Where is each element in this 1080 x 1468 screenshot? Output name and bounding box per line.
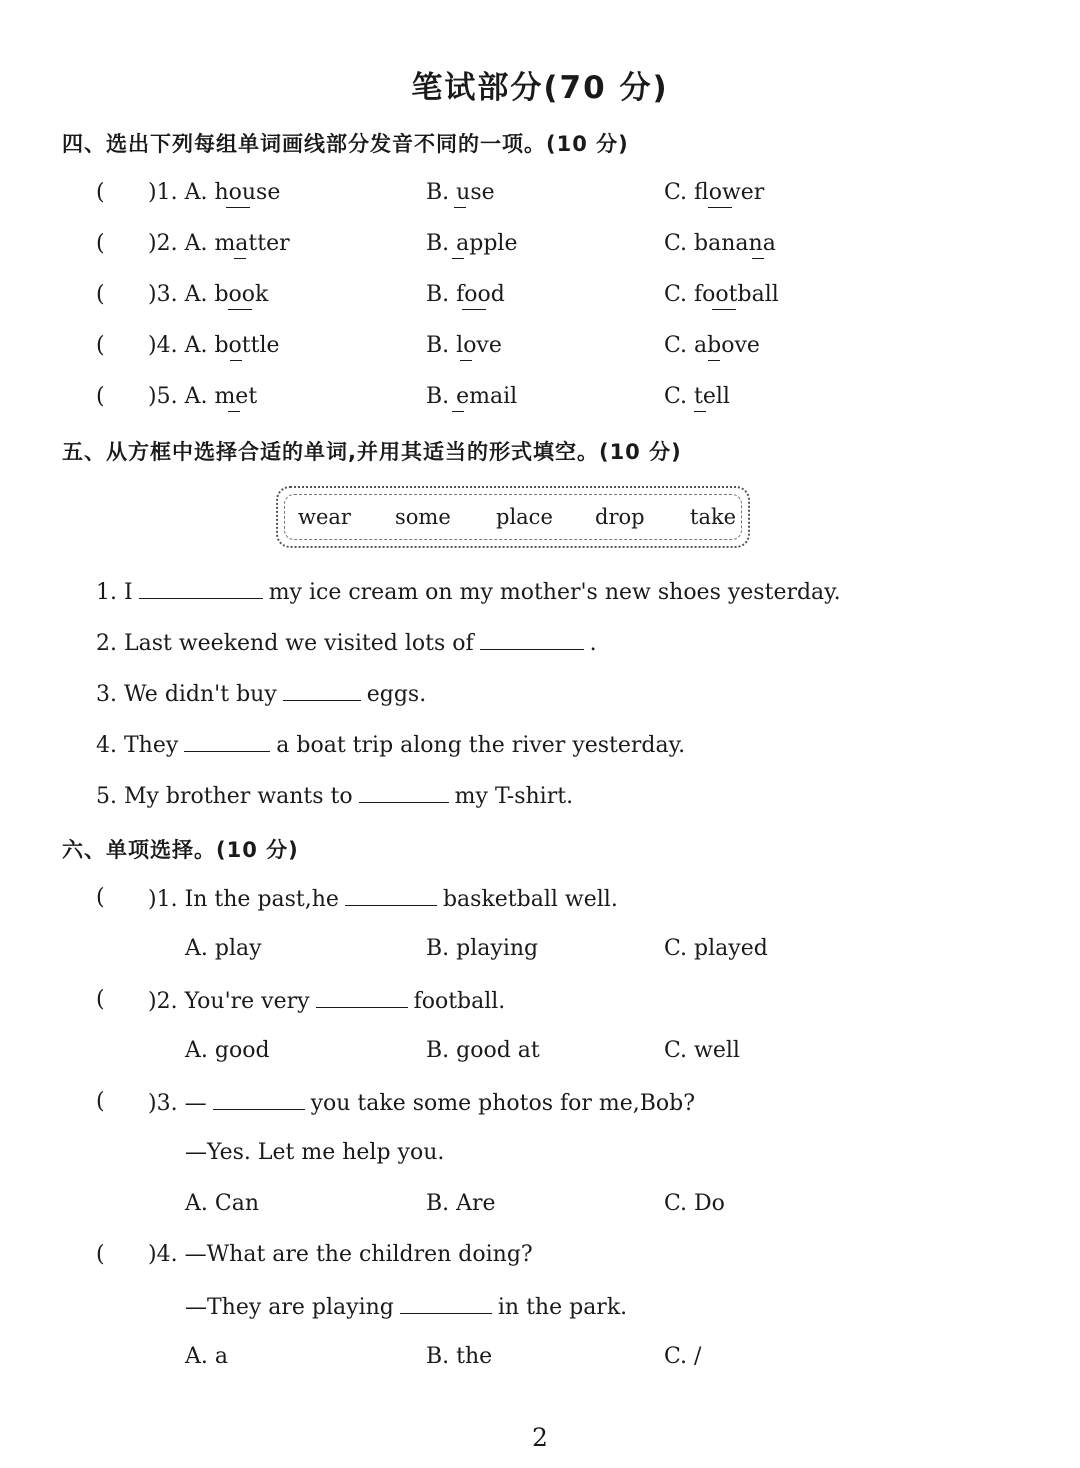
answer-paren[interactable]: (	[96, 231, 105, 256]
option-a[interactable]: A. a	[185, 1344, 228, 1369]
page-number: 2	[532, 1423, 548, 1452]
answer-blank[interactable]	[184, 731, 270, 752]
fill-in-sentence-5	[96, 782, 573, 809]
option-c: C. flower	[664, 180, 765, 205]
question-stem-end: you take some photos for me,Bob?	[310, 1091, 696, 1116]
answer-blank[interactable]	[359, 782, 449, 803]
underline-mark	[230, 360, 242, 361]
answer-paren[interactable]: (	[96, 1089, 105, 1114]
answer-blank[interactable]	[400, 1293, 492, 1314]
answer-blank[interactable]	[283, 680, 361, 701]
word-box-word: drop	[595, 505, 645, 529]
mc-question-4: )4. —What are the children doing?	[148, 1242, 533, 1267]
option-b: B. email	[426, 384, 518, 409]
fill-in-sentence-3	[96, 680, 426, 707]
answer-paren[interactable]: (	[96, 384, 105, 409]
sentence-end: eggs.	[366, 682, 427, 707]
underline-mark	[460, 360, 472, 361]
option-a: )3. A. book	[148, 282, 269, 307]
answer-blank[interactable]	[480, 629, 584, 650]
dialogue-response: —Yes. Let me help you.	[185, 1140, 445, 1165]
sentence-start: 2. Last weekend we visited lots of	[96, 631, 474, 656]
sentence-end: my T-shirt.	[454, 784, 574, 809]
question-stem: )2. You're very	[148, 989, 310, 1014]
option-b[interactable]: B. good at	[426, 1038, 540, 1063]
option-b: B. use	[426, 180, 495, 205]
underline-mark	[228, 309, 252, 310]
option-a[interactable]: A. play	[185, 936, 262, 961]
underline-mark	[226, 207, 250, 208]
option-b: B. apple	[426, 231, 518, 256]
option-a[interactable]: A. Can	[185, 1191, 259, 1216]
word-box-word: place	[496, 505, 553, 529]
dialogue-response	[185, 1293, 627, 1320]
underline-mark	[452, 411, 464, 412]
answer-paren[interactable]: (	[96, 885, 105, 910]
sentence-end: my ice cream on my mother's new shoes yesterday.	[268, 580, 841, 605]
option-a: )2. A. matter	[148, 231, 290, 256]
underline-mark	[708, 207, 732, 208]
option-b[interactable]: B. the	[426, 1344, 493, 1369]
option-a: )4. A. bottle	[148, 333, 280, 358]
answer-paren[interactable]: (	[96, 333, 105, 358]
fill-in-sentence-2	[96, 629, 597, 656]
underline-mark	[454, 207, 466, 208]
underline-mark	[694, 411, 706, 412]
option-c[interactable]: C. well	[664, 1038, 740, 1063]
option-b[interactable]: B. Are	[426, 1191, 496, 1216]
option-a: )1. A. house	[148, 180, 281, 205]
option-a[interactable]: A. good	[185, 1038, 270, 1063]
underline-mark	[234, 258, 246, 259]
answer-paren[interactable]: (	[96, 987, 105, 1012]
option-b[interactable]: B. playing	[426, 936, 539, 961]
underline-mark	[462, 309, 486, 310]
response-start: —They are playing	[185, 1295, 394, 1320]
underline-mark	[708, 360, 720, 361]
mc-question-3	[148, 1089, 695, 1116]
answer-blank[interactable]	[139, 578, 263, 599]
option-c: C. tell	[664, 384, 730, 409]
mc-question-2	[148, 987, 505, 1014]
underline-mark	[712, 309, 736, 310]
sentence-end: a boat trip along the river yesterday.	[276, 733, 686, 758]
answer-paren[interactable]: (	[96, 180, 105, 205]
option-b: B. love	[426, 333, 502, 358]
option-c: C. football	[664, 282, 779, 307]
sentence-start: 5. My brother wants to	[96, 784, 353, 809]
question-stem: )1. In the past,he	[148, 887, 339, 912]
sentence-start: 3. We didn't buy	[96, 682, 277, 707]
underline-mark	[452, 258, 464, 259]
word-box-word: some	[395, 505, 451, 529]
section-6-heading: 六、单项选择。(10 分)	[62, 838, 299, 862]
fill-in-sentence-1	[96, 578, 841, 605]
option-c[interactable]: C. played	[664, 936, 768, 961]
sentence-end: .	[589, 631, 597, 656]
sentence-start: 1. I	[96, 580, 133, 605]
mc-question-1	[148, 885, 618, 912]
option-c: C. banana	[664, 231, 776, 256]
option-c[interactable]: C. Do	[664, 1191, 725, 1216]
question-stem-end: football.	[413, 989, 506, 1014]
answer-paren[interactable]: (	[96, 1242, 105, 1267]
option-b: B. food	[426, 282, 505, 307]
answer-paren[interactable]: (	[96, 282, 105, 307]
option-c[interactable]: C. /	[664, 1344, 702, 1369]
sentence-start: 4. They	[96, 733, 179, 758]
response-end: in the park.	[497, 1295, 628, 1320]
fill-in-sentence-4	[96, 731, 685, 758]
answer-blank[interactable]	[213, 1089, 305, 1110]
question-stem: )3. —	[148, 1091, 207, 1116]
word-box-word: wear	[298, 505, 351, 529]
option-a: )5. A. met	[148, 384, 258, 409]
option-c: C. above	[664, 333, 760, 358]
underline-mark	[228, 411, 240, 412]
section-4-heading: 四、选出下列每组单词画线部分发音不同的一项。(10 分)	[62, 132, 629, 156]
question-stem-end: basketball well.	[442, 887, 618, 912]
underline-mark	[752, 258, 764, 259]
word-box-word: take	[690, 505, 737, 529]
section-5-heading: 五、从方框中选择合适的单词,并用其适当的形式填空。(10 分)	[62, 440, 682, 464]
answer-blank[interactable]	[316, 987, 408, 1008]
answer-blank[interactable]	[345, 885, 437, 906]
page-title: 笔试部分(70 分)	[411, 70, 669, 106]
